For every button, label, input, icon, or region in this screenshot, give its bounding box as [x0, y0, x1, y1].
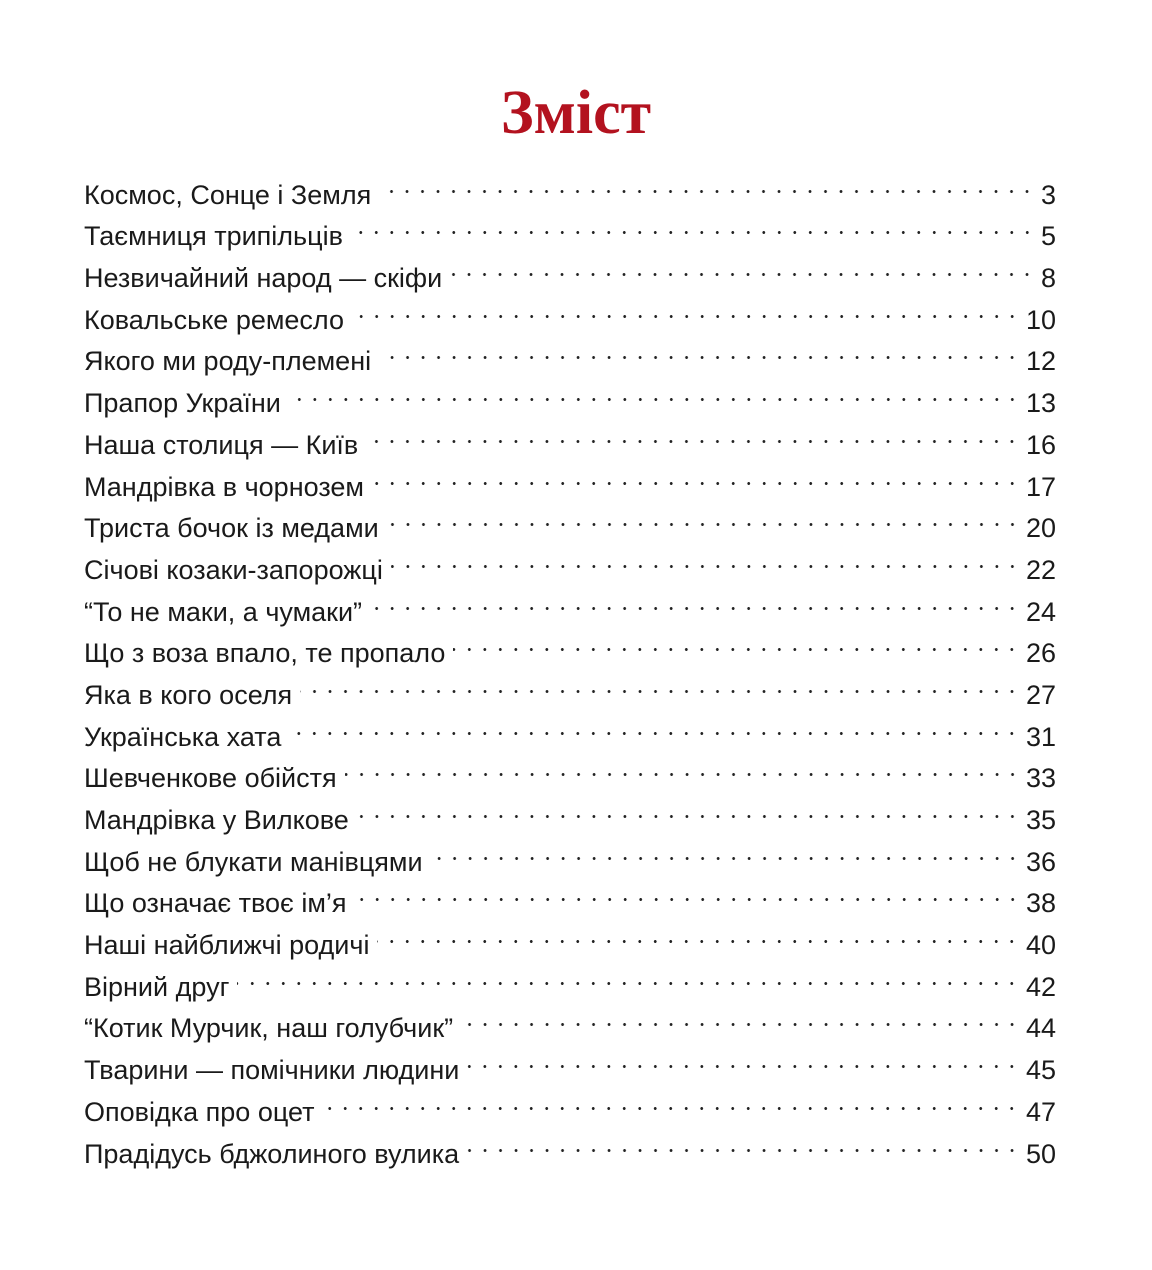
toc-entry-title: “Котик Мурчик, наш голубчик” [84, 1013, 454, 1044]
toc-entry-title: Таємниця трипільців [84, 221, 343, 252]
toc-page-number: 24 [1025, 596, 1056, 627]
dot-leader [352, 287, 1020, 329]
dot-leader [237, 954, 1020, 996]
toc-entry-title: Прадідусь бджолиного вулика [84, 1138, 460, 1169]
dot-leader [431, 829, 1020, 871]
dot-leader [366, 412, 1020, 454]
toc-page-number: 35 [1025, 805, 1056, 835]
toc-entry-title: Прапор України [84, 388, 281, 419]
toc-entry-title: Вірний друг [84, 971, 230, 1002]
toc-entry-title: Шевченкове обійстя [84, 763, 337, 794]
toc-page-number: 8 [1040, 263, 1056, 294]
toc-page-number: 5 [1040, 221, 1056, 252]
toc-page-number: 33 [1025, 763, 1056, 794]
dot-leader [461, 996, 1020, 1038]
toc-page-number: 16 [1025, 429, 1056, 460]
toc-entry-title: Мандрівка в чорнозем [84, 471, 364, 502]
toc-page-number: 27 [1025, 679, 1056, 710]
toc-page-number: 26 [1025, 638, 1056, 669]
toc-page-number: 40 [1025, 930, 1056, 961]
dot-leader [289, 370, 1020, 412]
toc-entry-title: Українська хата [84, 721, 282, 752]
page-title: Зміст [500, 79, 652, 147]
toc-entry-title: Наші найближчі родичі [84, 930, 370, 961]
toc-page-number: 3 [1040, 179, 1056, 210]
dot-leader [357, 787, 1020, 829]
toc-entry-title: Що означає твоє ім’я [84, 888, 347, 919]
toc-entry-title: “То не маки, а чумаки” [84, 596, 363, 627]
toc-page-number: 38 [1025, 888, 1056, 919]
toc-page-number: 12 [1025, 346, 1056, 377]
toc-page-number: 20 [1025, 513, 1056, 544]
dot-leader [377, 912, 1020, 954]
toc-entry-title: Якого ми роду-племені [84, 346, 372, 377]
toc-entry-title: Незвичайний народ — скіфи [84, 263, 443, 294]
toc-entry-title: Триста бочок із медами [84, 513, 379, 544]
dot-leader [467, 1121, 1020, 1163]
toc-page-number: 44 [1025, 1013, 1056, 1044]
toc-page-number: 17 [1025, 471, 1056, 502]
dot-leader [322, 1079, 1019, 1121]
dot-leader [379, 162, 1035, 204]
toc-entry-title: Ковальське ремесло [84, 304, 345, 335]
toc-entry-title: Що з воза впало, те пропало [84, 638, 446, 669]
dot-leader [387, 496, 1020, 538]
dot-leader [300, 662, 1020, 704]
toc-entry-title: Наша столиця — Київ [84, 429, 359, 460]
dot-leader [450, 245, 1035, 287]
toc-page-number: 36 [1025, 846, 1056, 877]
dot-leader [345, 746, 1020, 788]
toc-entry-title: Мандрівка у Вилкове [84, 805, 349, 835]
toc-entry-title: Тварини — помічники людини [84, 1055, 460, 1086]
toc-entry-title: Оповідка про оцет [84, 1096, 315, 1127]
dot-leader [355, 871, 1020, 913]
toc-entry-title: Січові козаки-запорожці [84, 554, 383, 585]
toc-page-number: 45 [1025, 1055, 1056, 1086]
toc-page-number: 10 [1025, 304, 1056, 335]
dot-leader [467, 1037, 1020, 1079]
dot-leader [379, 329, 1020, 371]
dot-leader [372, 454, 1020, 496]
toc-page-number: 22 [1025, 554, 1056, 585]
dot-leader [370, 579, 1020, 621]
toc-page-number: 42 [1025, 971, 1056, 1002]
toc-entry[interactable] [84, 996, 1056, 1044]
dot-leader [391, 537, 1020, 579]
toc-entry-title: Космос, Сонце і Земля [84, 179, 372, 210]
dot-leader [289, 704, 1020, 746]
toc-page-number: 47 [1025, 1096, 1056, 1127]
dot-leader [453, 621, 1020, 663]
toc-entry[interactable] [84, 162, 1056, 210]
dot-leader [351, 204, 1035, 246]
toc-page-number: 13 [1025, 388, 1056, 419]
toc-entry-title: Щоб не блукати манівцями [84, 846, 423, 877]
toc-page-number: 31 [1025, 721, 1056, 752]
table-of-contents [84, 162, 1056, 1169]
toc-page-number: 50 [1025, 1138, 1056, 1169]
toc-entry-title: Яка в кого оселя [84, 679, 293, 710]
